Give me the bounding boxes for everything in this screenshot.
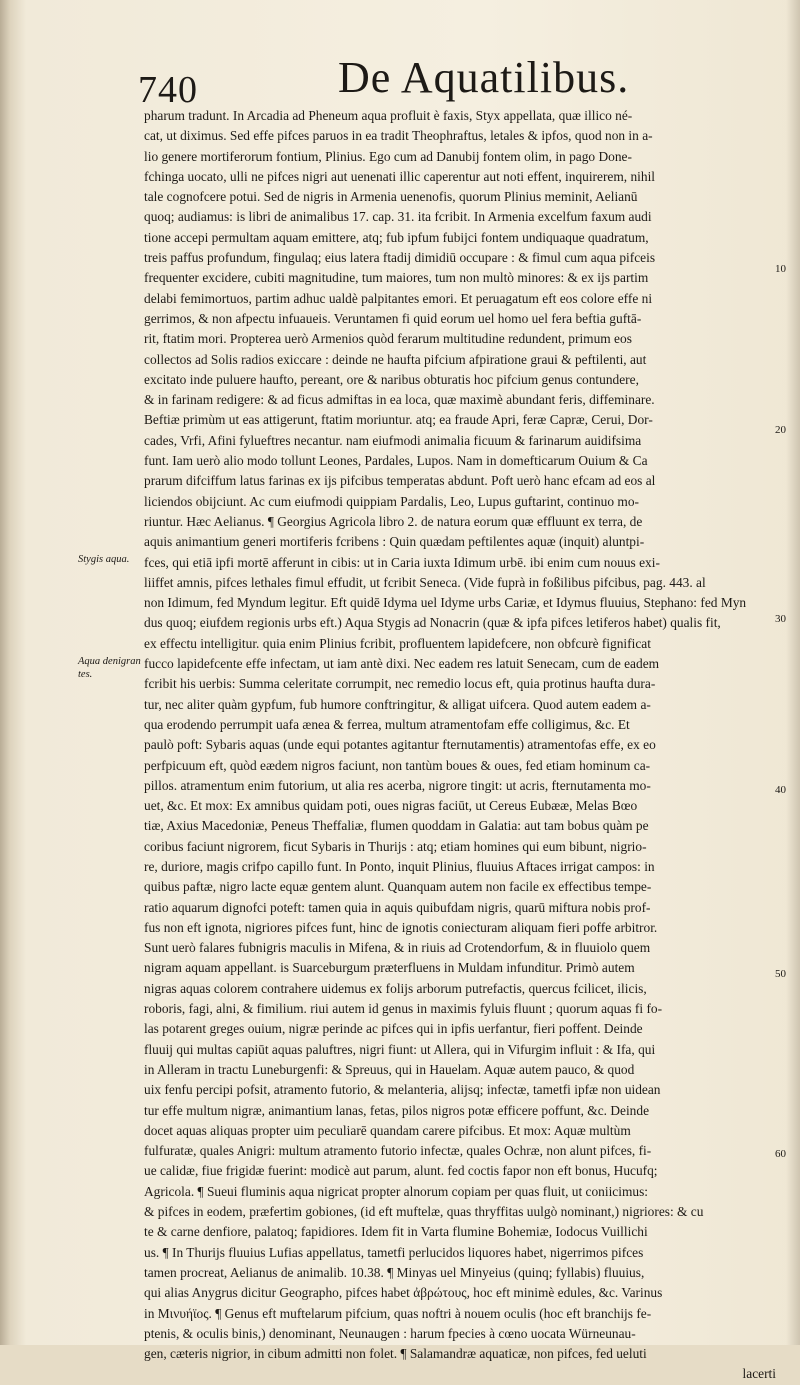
main-text-block (144, 106, 776, 1385)
marginal-note: Aqua denigran tes. (78, 656, 141, 680)
text-line: fluuij qui multas capiūt aquas paluftres, nigri fiunt: ut Allera, qui in Vifurgim influit : & Ifa, qui (144, 1041, 656, 1057)
text-line: frequenter excidere, cubiti magnitudine, tum maiores, tum non multò minores: & ex ijs partim (144, 270, 649, 286)
text-line: nigram aquam appellant. is Suarceburgum præterfluens in Muldam infunditur. Primò autem (144, 960, 635, 976)
text-line: quoq; audiamus: is libri de animalibus 17. cap. 31. ita fcribit. In Armenia excelfum faxum audi (144, 209, 652, 225)
page-number: 740 (138, 69, 198, 111)
text-line: roboris, fagi, alni, & fimilium. riui autem id genus in maximis fyluis fluunt ; quorum aquas fi fo- (144, 1001, 663, 1017)
running-title: De Aquatilibus. (338, 53, 630, 102)
text-line: te & carne denfiore, palatoq; fapidiores. Idem fit in Varta flumine Bohemiæ, Iodocus Vuillichi (144, 1224, 648, 1240)
text-line: lacerti (742, 1366, 776, 1382)
text-line: fus non eft ignota, nigriores pifces funt, hinc de ignotis coniecturam aliquam fieri poffe arbitror. (144, 919, 658, 935)
text-line: aquis animantium generi mortiferis fcribens : Quin quædam peftilentes aquæ (inquit) aluntpi- (144, 534, 645, 550)
line-number: 30 (775, 613, 786, 625)
text-line: pillos. atramentum enim futorium, ut alia res acerba, nigrore tingit: ut acris, fternutamenta mo- (144, 777, 651, 793)
text-line: ue calidæ, fiue frigidæ fuerint: modicè aut parum, alunt. fed coctis fapor non eft bonus, Hucufq; (144, 1163, 658, 1179)
line-number: 40 (775, 784, 786, 796)
marginal-note: Stygis aqua. (78, 554, 130, 565)
text-line: fchinga uocato, ulli ne pifces nigri aut uenenati illic caperentur aut noti effent, inquirerem, nihil (144, 168, 656, 184)
text-line: tale cognofcere potui. Sed de nigris in Armenia uenenofis, quorum Plinius meminit, Aelianū (144, 189, 638, 205)
text-line: liiffet amnis, pifces lethales fimul effudit, ut fcribit Seneca. (Vide fuprà in foßilibus pifcibus, pag. 443. al (144, 574, 706, 590)
text-line: in Μινυήϊος. ¶ Genus eft muftelarum pifcium, quas noftri à nouem oculis (hoc eft branchijs fe- (144, 1305, 652, 1321)
text-line: prarum difciffum latus farinas ex ijs pifcibus temperatas abdunt. Poft uerò hanc efcam ad eos al (144, 473, 656, 489)
text-line: paulò poft: Sybaris aquas (unde equi potantes agitantur fternutamentis) atramentofas effe, ex eo (144, 737, 656, 753)
text-line: in Alleram in tractu Luneburgenfi: & Spreuus, qui in Hauelam. Aquæ autem pauco, & quod (144, 1061, 635, 1077)
text-line: ratio aquarum dignofci poteft: tamen quia in aquis quibufdam nigris, quarū miftura nobis prof- (144, 899, 651, 915)
text-line: fulfuratæ, quales Anigri: multum atramento futorio infectæ, quales Ochræ, non alunt pifces, fi- (144, 1143, 652, 1159)
text-line: gerrimos, & non afpectu infuaueis. Veruntamen fi quid eorum uel homo uel fera beftia guftā- (144, 310, 642, 326)
text-line: excitato inde puluere haufto, pereant, ore & naribus obturatis hoc pifcium genus contundere, (144, 371, 639, 387)
text-line: tur effe multum nigræ, animantium lanas, fetas, pilos nigros potæ efficere poffunt, &c. Deinde (144, 1102, 650, 1118)
text-line: Beftiæ primùm ut eas attigerunt, ftatim moriuntur. atq; ea fraude Apri, feræ Capræ, Cerui, Dor- (144, 412, 653, 428)
text-line: rit, ftatim mori. Propterea uerò Armenios quòd ferarum multitudine redundent, primum eos (144, 331, 632, 347)
text-line: re, duriore, magis crifpo capillo funt. In Ponto, inquit Plinius, fluuius Aftaces irrigat campos: in (144, 858, 655, 874)
line-number: 50 (775, 968, 786, 980)
text-line: fces, qui etiā ipfi mortē afferunt in cibis: ut in Caria iuxta Idimum urbē. ibi enim cum nouus exi- (144, 554, 660, 570)
text-line: & pifces in eodem, præfertim gobiones, (id eft muftelæ, quas thryffitas uulgò nominant,) nigriores: & cu (144, 1204, 704, 1220)
text-line: quibus paftæ, nigro lacte equæ gentem alunt. Quanquam autem non facile ex effectibus tempe- (144, 879, 652, 895)
text-line: funt. Iam uerò alio modo tollunt Leones, Pardales, Lupos. Nam in domefticarum Ouium & Ca (144, 453, 648, 469)
text-line: docet aquas aliquas propter uim peculiarē quandam carere pifcibus. Et mox: Aquæ multùm (144, 1122, 631, 1138)
text-line: liciendos obijciunt. Ac cum eiufmodi quippiam Pardalis, Leo, Lupus guftarint, continuo mo- (144, 493, 639, 509)
text-line: pharum tradunt. In Arcadia ad Pheneum aqua profluit è faxis, Styx appellata, quæ illico né- (144, 108, 633, 123)
text-line: lio genere mortiferorum fontium, Plinius. Ego cum ad Danubij fontem olim, in pago Done- (144, 148, 632, 164)
text-line: Sunt uerò falares fubnigris maculis in Mifena, & in riuis ad Crotendorfum, & in fluuiolo quem (144, 940, 651, 956)
line-number: 60 (775, 1148, 786, 1160)
text-line: uet, &c. Et mox: Ex amnibus quidam poti, oues nigras faciūt, ut Cereus Eubææ, Melas Bœo (144, 798, 638, 814)
text-line: Agricola. ¶ Sueui fluminis aqua nigricat propter alnorum copiam per quas fluit, ut coniicimus: (144, 1183, 649, 1199)
text-line: delabi femimortuos, partim adhuc ualdè palpitantes emori. Et peruagatum eft eos colore effe ni (144, 290, 653, 306)
text-line: nigras aquas colorem contrahere uidemus ex folijs arborum putrefactis, quercus fcilicet, ilicis, (144, 980, 647, 996)
text-line: ptenis, & oculis binis,) denominant, Neunaugen : harum fpecies à cœno uocata Würneunau- (144, 1325, 636, 1341)
text-line: & in farinam redigere: & ad ficus admiftas in ea loca, quæ maximè abundant feris, diffeminare. (144, 392, 655, 408)
text-line: ex effectu intelligitur. quia enim Plinius fcribit, profluentem lapidefcere, non obfcurè fignificat (144, 635, 651, 651)
text-line: riuntur. Hæc Aelianus. ¶ Georgius Agricola libro 2. de natura eorum quæ effluunt ex terra, de (144, 513, 643, 529)
text-line: fcribit his uerbis: Summa celeritate corrumpit, nec remedio locus eft, quia protinus haufta dura- (144, 676, 656, 692)
line-number: 20 (775, 424, 786, 436)
text-line: non Idimum, fed Myndum legitur. Eft quidē Idyma uel Idyme urbs Cariæ, et Idymus fluuius, Stephano: fed Myn (144, 595, 747, 611)
text-line: collectos ad Solis radios exiccare : deinde ne haufta pifcium afpiratione graui & peftilenti, aut (144, 351, 647, 367)
text-line: perfpicuum eft, quòd eædem nigros faciunt, non tantùm boues & oues, fed etiam hominum ca- (144, 757, 651, 773)
text-line: cat, ut diximus. Sed effe pifces paruos in ea tradit Theophraftus, letales & ipfos, quod non in a- (144, 128, 653, 144)
text-line: cades, Vrfi, Afini fylueftres necantur. nam eiufmodi animalia ficuum & farinarum auidifsima (144, 432, 642, 448)
text-line: dus quoq; eiufdem regionis urbs eft.) Aqua Stygis ad Nonacrin (quæ & ipfa pifces letiferos habet) qualis fit, (144, 615, 721, 631)
text-line: tur, nec aliter quàm gypfum, fub humore conftringitur, & alligat uifcera. Quod autem eadem a- (144, 696, 651, 712)
text-line: qua erodendo perrumpit uafa ænea & ferrea, multum atramentofam effe colligimus, &c. Et (144, 716, 630, 732)
line-number: 10 (775, 263, 786, 275)
text-line: fucco lapidefcente effe infectam, ut iam antè dixi. Nec eadem res latuit Senecam, cum de eadem (144, 656, 660, 672)
text-line: tamen procreat, Aelianus de animalib. 10.38. ¶ Minyas uel Minyeius (quinq; fyllabis) fluuius, (144, 1264, 645, 1280)
text-line: las potarent greges ouium, nigræ perinde ac pifces qui in ipfis uerfantur, fieri poffent. Deinde (144, 1021, 643, 1037)
text-line: us. ¶ In Thurijs fluuius Lufias appellatus, tametfi perlucidos liquores habet, nigerrimos pifces (144, 1244, 644, 1260)
text-line: qui alias Anygrus dicitur Geographo, pifces habet ἀβρώτους, hoc eft minimè edules, &c. Varinus (144, 1285, 663, 1301)
page-edge-shadow (786, 0, 800, 1345)
text-line: uix fenfu percipi pofsit, atramento futorio, & melanteria, alijsq; infectæ, tametfi ipfæ non uidean (144, 1082, 661, 1098)
text-line: treis paffus profundum, fingulaq; eius latera ftadij dimidiū occupare : & fimul cum aqua pifceis (144, 250, 656, 266)
text-line: coribus faciunt nigrorem, ficut Sybaris in Thurijs : atq; etiam homines qui eum bibunt, nigrio- (144, 838, 647, 854)
text-line: tiæ, Axius Macedoniæ, Peneus Theffaliæ, flumen quoddam in Galatia: aut tam bobus quàm pe (144, 818, 649, 834)
text-line: gen, cæteris nigrior, in cibum admitti non folet. ¶ Salamandræ aquaticæ, non pifces, fed ueluti (144, 1346, 647, 1362)
text-line: tione accepi permultam aquam emittere, atq; fub ipfum fubijci fontem undiquaque quadratum, (144, 229, 649, 245)
